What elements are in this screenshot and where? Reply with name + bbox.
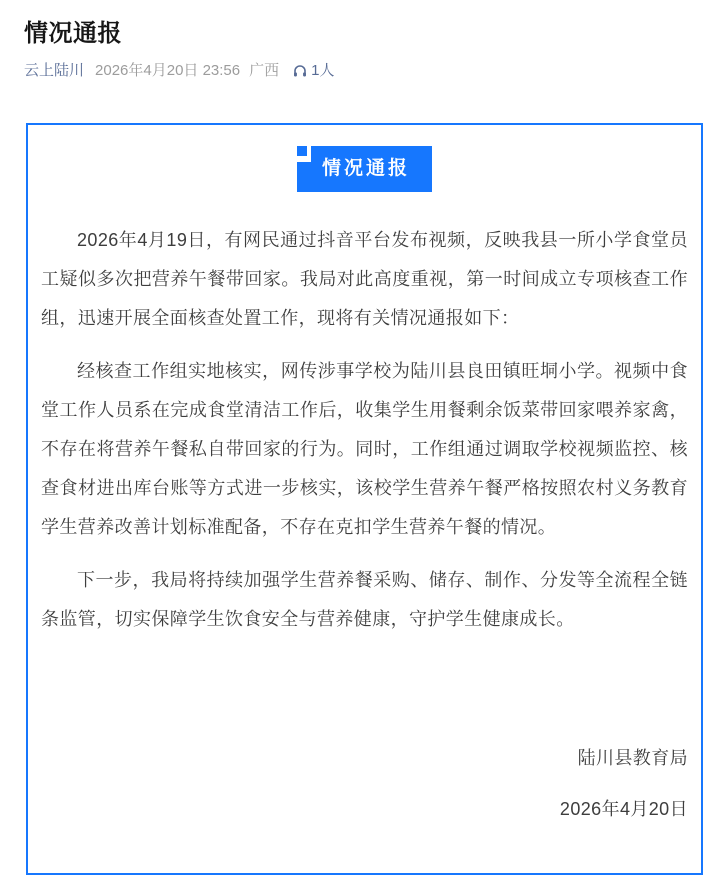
account-name-link[interactable]: 云上陆川: [24, 62, 85, 79]
signature-date: 2026年4月20日: [559, 799, 688, 819]
notice-badge-label: 情况通报: [321, 158, 410, 179]
notice-box: [26, 123, 703, 875]
notice-paragraph-3: 下一步，我局将持续加强学生营养餐采购、储存、制作、分发等全流程全链条监管，切实保障学生饮食安全与营养健康，守护学生健康成长。: [41, 570, 688, 629]
listen-count-button[interactable]: [292, 62, 334, 80]
page-title: 情况通报: [24, 20, 122, 47]
notice-paragraph-2: 经核查工作组实地核实，网传涉事学校为陆川县良田镇旺垌小学。视频中食堂工作人员系在完成食堂清洁工作后，收集学生用餐剩余饭菜带回家喂养家禽，不存在将营养午餐私自带回家的行为。同时，工作组通过调取学校视频监控、核查食材进出库台账等方式进一步核实，该校学生营养午餐严格按照农村义务教育学生营养改善计划标准配备，不存在克扣学生营养午餐的情况。: [41, 361, 688, 537]
listen-count-label: 1人: [311, 62, 335, 79]
publish-datetime: 2026年4月20日 23:56: [95, 62, 241, 79]
signature-organization: 陆川县教育局: [577, 748, 688, 768]
notice-paragraph-1: 2026年4月19日，有网民通过抖音平台发布视频，反映我县一所小学食堂员工疑似多次把营养午餐带回家。我局对此高度重视，第一时间成立专项核查工作组，迅速开展全面核查处置工作，现将有关情况通报如下：: [41, 230, 688, 328]
byline: [24, 62, 723, 80]
notice-content: [28, 221, 701, 829]
headphones-icon: [292, 63, 308, 79]
badge-row: [28, 146, 701, 192]
publish-location: 广西: [249, 62, 280, 79]
notice-badge: [297, 146, 432, 192]
